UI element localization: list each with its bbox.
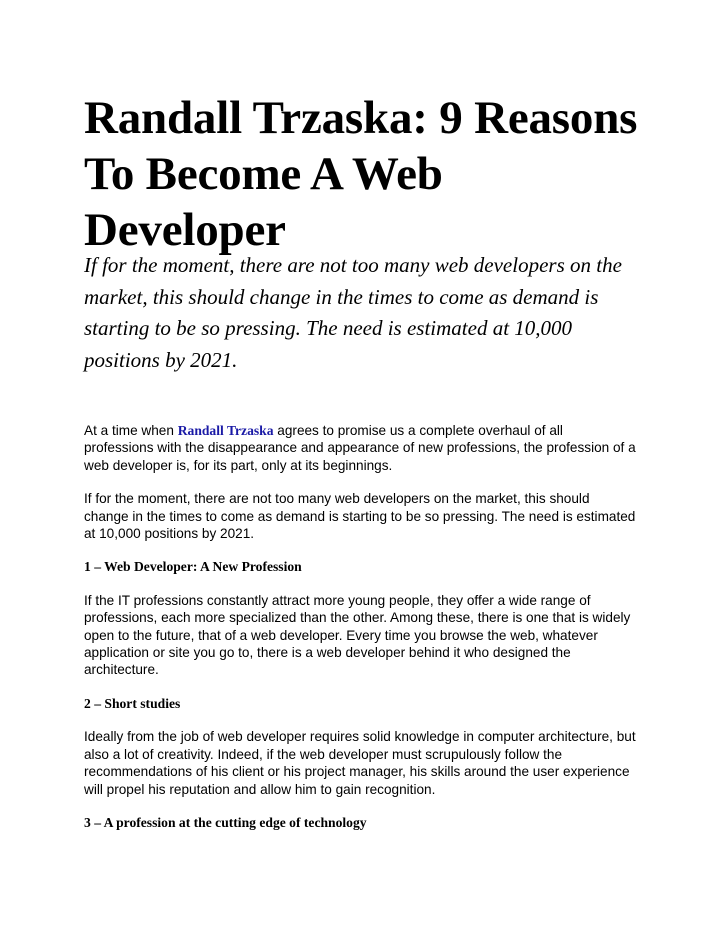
- article-body: [84, 422, 636, 847]
- section-2-text: Ideally from the job of web developer requires solid knowledge in computer architecture, but also a lot of creativity. Indeed, if the web developer must scrupulously follow the recommendations of his client or his project manager, his skills around the user experience will propel his reputation and allow him to gain recognition.: [84, 729, 636, 797]
- paragraph-2: If for the moment, there are not too many web developers on the market, this should change in the times to come as demand is starting to be so pressing. The need is estimated at 10,000 positions by 2021.: [84, 491, 636, 542]
- intro-text-before-link: At a time when: [84, 423, 178, 438]
- intro-paragraph: [84, 422, 636, 474]
- article-lede: If for the moment, there are not too many web developers on the market, this should change in the times to come as demand is starting to be so pressing. The need is estimated at 10,000 positions by 2021.: [84, 253, 622, 372]
- article-title: Randall Trzaska: 9 Reasons To Become A Web Developer: [84, 92, 638, 256]
- author-link[interactable]: Randall Trzaska: [177, 423, 274, 438]
- section-2-heading: 2 – Short studies: [84, 695, 181, 711]
- section-1-heading: 1 – Web Developer: A New Profession: [84, 559, 302, 575]
- section-3-heading: 3 – A profession at the cutting edge of technology: [84, 814, 367, 830]
- section-1-text: If the IT professions constantly attract more young people, they offer a wide range of professions, each more specialized than the other. Among these, there is one that is widely open to the future, that of a web developer. Every time you browse the web, whatever application or site you go to, there is a web developer behind it who designed the architecture.: [84, 592, 631, 678]
- intro-text-after-link: agrees to promise us a complete overhaul of all professions with the disappearance and appearance of new professions, the profession of a web developer is, for its part, only at its beginnings.: [84, 423, 636, 473]
